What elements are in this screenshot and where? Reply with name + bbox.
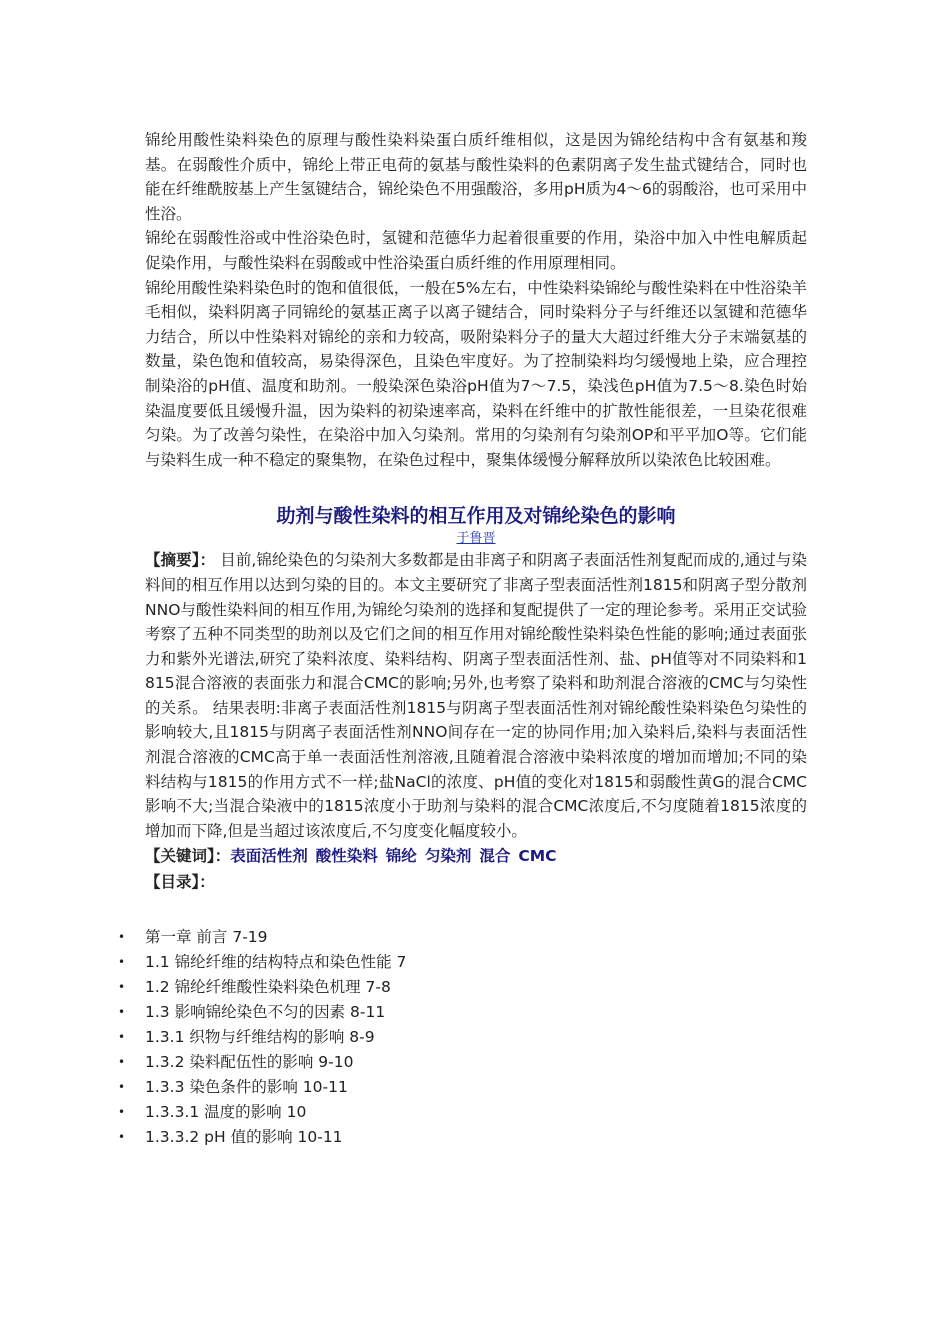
keywords (145, 843, 807, 869)
bullet-icon: • (118, 1079, 126, 1094)
bullet-icon: • (118, 930, 126, 945)
toc-item[interactable]: • 第一章 前言 7-19 (145, 925, 807, 950)
keyword-link[interactable]: 酸性染料 (315, 847, 378, 866)
bullet-icon: • (118, 1129, 126, 1144)
bullet-icon: • (118, 1104, 126, 1119)
bullet-icon: • (118, 1030, 126, 1045)
article-title: 助剂与酸性染料的相互作用及对锦纶染色的影响 (276, 505, 676, 528)
body-paragraph-3: 锦纶用酸性染料染色时的饱和值很低，一般在5%左右，中性染料染锦纶与酸性染料在中性浴染羊毛相似，染料阴离子同锦纶的氨基正离子以离子键结合，同时染料分子与纤维还以氢键和范德华力结合，所以中性染料对锦纶的亲和力较高，吸附染料分子的量大大超过纤维大分子末端氨基的数量，染色饱和值较高，易染得深色，且染色牢度好。为了控制染料均匀缓慢地上染，应合理控制染浴的pH值、温度和助剂。一般染深色染浴pH值为7～7.5，染浅色pH值为7.5～8.染色时始染温度要低且缓慢升温，因为染料的初染速率高，染料在纤维中的扩散性能很差，一旦染花很难匀染。为了改善匀染性，在染浴中加入匀染剂。常用的匀染剂有匀染剂OP和平平加O等。它们能与染料生成一种不稳定的聚集物，在染色过程中，聚集体缓慢分解释放所以染浓色比较困难。 (145, 278, 807, 469)
body-paragraph-1: 锦纶用酸性染料染色的原理与酸性染料染蛋白质纤维相似，这是因为锦纶结构中含有氨基和羧基。在弱酸性介质中，锦纶上带正电荷的氨基与酸性染料的色素阴离子发生盐式键结合，同时也能在纤维酰胺基上产生氢键结合，锦纶染色不用强酸浴，多用pH质为4～6的弱酸浴，也可采用中性浴。 (145, 131, 807, 223)
abstract (145, 548, 807, 843)
toc-item[interactable]: • 1.2 锦纶纤维酸性染料染色机理 7-8 (145, 975, 807, 1000)
keyword-link[interactable]: 混合 (479, 847, 511, 866)
toc-item[interactable]: • 1.1 锦纶纤维的结构特点和染色性能 7 (145, 950, 807, 975)
toc-item[interactable]: • 1.3.3 染色条件的影响 10-11 (145, 1075, 807, 1100)
keyword-link[interactable]: CMC (518, 847, 557, 866)
toc-item[interactable]: • 1.3.2 染料配伍性的影响 9-10 (145, 1050, 807, 1075)
toc-item[interactable]: • 1.3.1 织物与纤维结构的影响 8-9 (145, 1025, 807, 1050)
bullet-icon: • (118, 980, 126, 995)
author-link[interactable]: 于鲁晋 (456, 531, 496, 547)
document-page (118, 128, 807, 1150)
table-of-contents (118, 925, 807, 1149)
bullet-icon: • (118, 1054, 126, 1069)
keywords-label: 【关键词】： (145, 847, 231, 866)
abstract-label: 【摘要】： (145, 551, 216, 570)
toc-label: 【目录】： (145, 873, 215, 892)
bullet-icon: • (118, 1005, 126, 1020)
keyword-link[interactable]: 锦纶 (385, 847, 417, 866)
toc-item[interactable]: • 1.3 影响锦纶染色不匀的因素 8-11 (145, 1000, 807, 1025)
bullet-icon: • (118, 955, 126, 970)
toc-item[interactable]: • 1.3.3.1 温度的影响 10 (145, 1100, 807, 1125)
keyword-link[interactable]: 匀染剂 (424, 847, 472, 866)
abstract-text: 目前,锦纶染色的匀染剂大多数都是由非离子和阴离子表面活性剂复配而成的,通过与染料间的相互作用以达到匀染的目的。本文主要研究了非离子型表面活性剂1815和阴离子型分散剂NNO与酸性染料间的相互作用,为锦纶匀染剂的选择和复配提供了一定的理论参考。采用正交试验考察了五种不同类型的助剂以及它们之间的相互作用对锦纶酸性染料染色性能的影响;通过表面张力和紫外光谱法,研究了染料浓度、染料结构、阴离子型表面活性剂、盐、pH值等对不同染料和1815混合溶液的表面张力和混合CMC的影响;另外,也考察了染料和助剂混合溶液的CMC与匀染性的关系。 结果表明:非离子表面活性剂1815与阴离子型表面活性剂对锦纶酸性染料染色匀染性的影响较大,且1815与阴离子表面活性剂NNO间存在一定的协同作用;加入染料后,染料与表面活性剂混合溶液的CMC高于单一表面活性剂溶液,且随着混合溶液中染料浓度的增加而增加;不同的染料结构与1815的作用方式不一样;盐NaCl的浓度、pH值的变化对1815和弱酸性黄G的混合CMC影响不大;当混合染液中的1815浓度小于助剂与染料的混合CMC浓度后,不匀度随着1815浓度的增加而下降,但是当超过该浓度后,不匀度变化幅度较小。 (145, 551, 807, 840)
body-paragraph-2: 锦纶在弱酸性浴或中性浴染色时，氢键和范德华力起着很重要的作用，染浴中加入中性电解质起促染作用，与酸性染料在弱酸或中性浴染蛋白质纤维的作用原理相同。 (145, 229, 807, 272)
keyword-link[interactable]: 表面活性剂 (230, 847, 308, 866)
toc-item[interactable]: • 1.3.3.2 pH 值的影响 10-11 (145, 1125, 807, 1150)
